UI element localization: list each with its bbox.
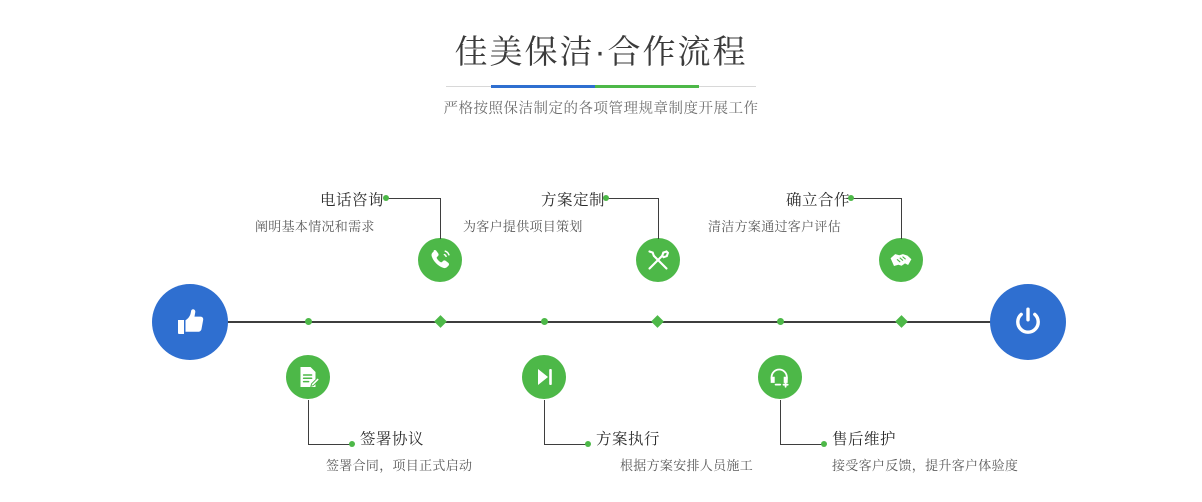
step-node-1[interactable]	[418, 238, 462, 282]
step-title-2: 签署协议	[360, 431, 425, 448]
step-connector-2-dot	[349, 441, 355, 447]
step-desc-6: 接受客户反馈，提升客户体验度	[832, 458, 1019, 473]
step-connector-6-vertical	[780, 400, 781, 444]
step-desc-1: 阐明基本情况和需求	[255, 219, 375, 234]
step-node-4[interactable]	[522, 355, 566, 399]
document-edit-icon	[295, 364, 321, 390]
step-connector-6-horizontal	[780, 444, 824, 445]
axis-marker-dot-1	[305, 318, 312, 325]
step-desc-5: 清洁方案通过客户评估	[708, 219, 842, 234]
axis-marker-dot-2	[541, 318, 548, 325]
power-icon	[1008, 302, 1048, 342]
step-connector-4-horizontal	[544, 444, 588, 445]
step-desc-3: 为客户提供项目策划	[463, 219, 583, 234]
step-title-3: 方案定制	[541, 192, 606, 209]
play-next-icon	[531, 364, 557, 390]
timeline-end-endpoint	[990, 284, 1066, 360]
handshake-icon	[888, 247, 914, 273]
step-connector-4-dot	[585, 441, 591, 447]
step-connector-4-vertical	[544, 400, 545, 444]
step-connector-5-horizontal	[851, 198, 902, 199]
step-connector-2-horizontal	[308, 444, 352, 445]
pen-tools-icon	[645, 247, 671, 273]
thumbs-up-icon	[170, 302, 210, 342]
axis-marker-diamond-2	[651, 315, 664, 328]
step-node-5[interactable]	[879, 238, 923, 282]
axis-marker-dot-3	[777, 318, 784, 325]
page-title: 佳美保洁·合作流程	[454, 33, 748, 70]
step-connector-1-vertical	[440, 198, 441, 239]
step-title-1: 电话咨询	[320, 192, 385, 209]
step-connector-6-dot	[821, 441, 827, 447]
timeline-start-endpoint	[152, 284, 228, 360]
step-title-4: 方案执行	[596, 431, 661, 448]
headset-add-icon	[767, 364, 793, 390]
title-divider	[446, 85, 756, 88]
step-node-6[interactable]	[758, 355, 802, 399]
step-connector-1-horizontal	[386, 198, 441, 199]
step-connector-3-horizontal	[606, 198, 659, 199]
step-connector-2-vertical	[308, 400, 309, 444]
divider-green-segment	[595, 85, 699, 88]
step-node-2[interactable]	[286, 355, 330, 399]
step-title-6: 售后维护	[832, 431, 897, 448]
divider-blue-segment	[491, 85, 595, 88]
step-connector-3-vertical	[658, 198, 659, 239]
page-subtitle: 严格按照保洁制定的各项管理规章制度开展工作	[443, 101, 759, 117]
axis-marker-diamond-3	[895, 315, 908, 328]
header	[0, 30, 1202, 118]
phone-call-icon	[427, 247, 453, 273]
step-node-3[interactable]	[636, 238, 680, 282]
step-desc-4: 根据方案安排人员施工	[620, 458, 754, 473]
step-desc-2: 签署合同，项目正式启动	[326, 458, 473, 473]
step-title-5: 确立合作	[786, 192, 851, 209]
axis-marker-diamond-1	[434, 315, 447, 328]
step-connector-5-vertical	[901, 198, 902, 239]
